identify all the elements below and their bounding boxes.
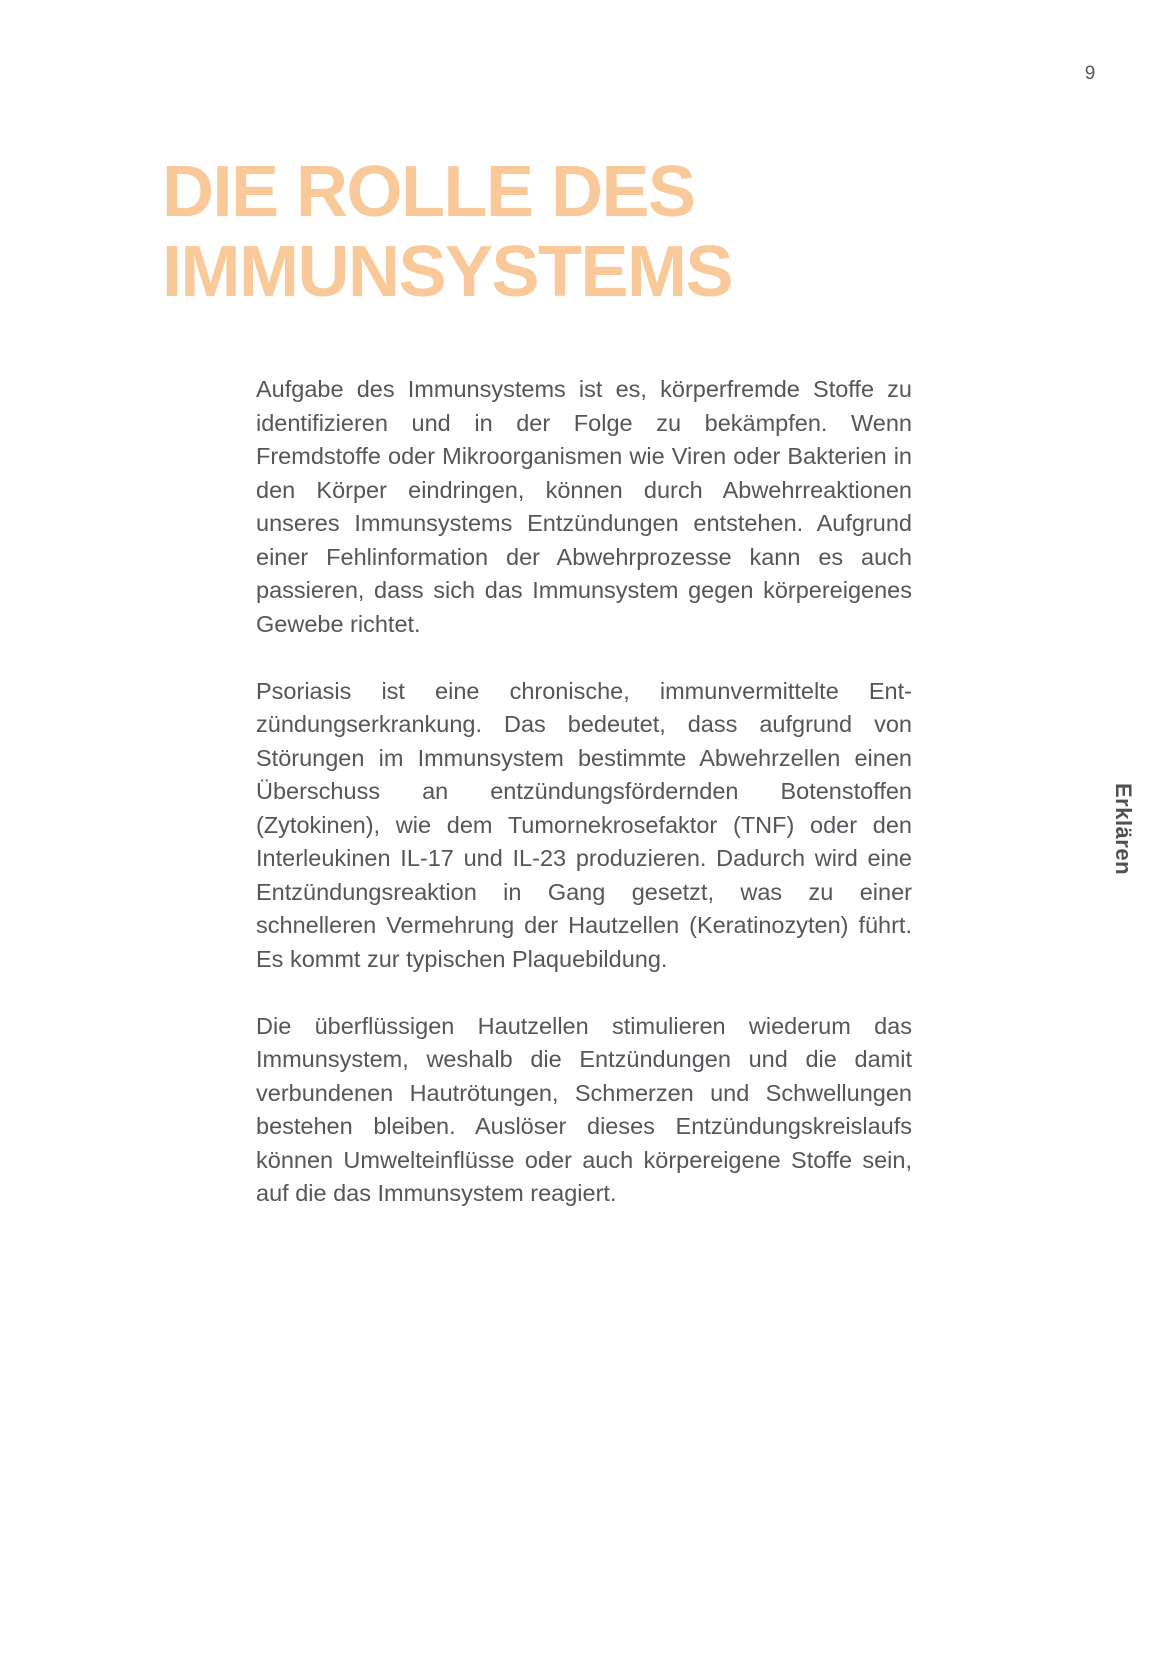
body-text <box>256 373 912 1244</box>
page-title-line-1: DIE ROLLE DES <box>162 152 695 232</box>
page-number: 9 <box>1084 63 1096 84</box>
page-title <box>162 152 732 312</box>
page-title-line-2: IMMUNSYSTEMS <box>162 232 733 312</box>
paragraph-immune-function: Aufgabe des Immunsystems ist es, körperfremde Stoffe zu identifizieren und in der Folge zu bekämpfen. Wenn Fremdstoffe oder Mikroorganismen wie Viren oder Bakterien in den Körper eindringen, können durch Abwehrreaktionen unseres Immunsystems Entzündungen entstehen. Aufgrund einer Fehlinformation der Abwehrprozesse kann es auch passieren, dass sich das Immunsystem gegen körpereigenes Gewebe richtet. <box>256 376 912 637</box>
section-tab-label: Erklären <box>1111 782 1136 876</box>
paragraph-inflammation-cycle: Die überflüssigen Hautzellen stimulieren wiederum das Immunsystem, weshalb die Entzündungen und die damit verbundenen Hautrötungen, Schmerzen und Schwellungen bestehen bleiben. Auslöser dieses Entzündungskreislaufs können Umwelteinflüsse oder auch körpereigene Stoffe sein, auf die das Immunsystem reagiert. <box>256 1012 912 1206</box>
section-tab-erklaeren <box>1110 779 1136 879</box>
paragraph-psoriasis: Psoriasis ist eine chronische, immunvermittelte Entzündungserkrankung. Das bedeutet, dass aufgrund von Störungen im Immunsystem bestimmte Abwehrzellen einen Überschuss an entzündungsfördernden Botenstoffen (Zytokinen), wie dem Tumornekrosefaktor (TNF) oder den Interleukinen IL-17 und IL-23 produzieren. Dadurch wird eine Entzündungsreaktion in Gang gesetzt, was zu einer schnelleren Vermehrung der Hautzellen (Keratinozyten) führt. Es kommt zur typischen Plaquebildung. <box>256 677 912 972</box>
